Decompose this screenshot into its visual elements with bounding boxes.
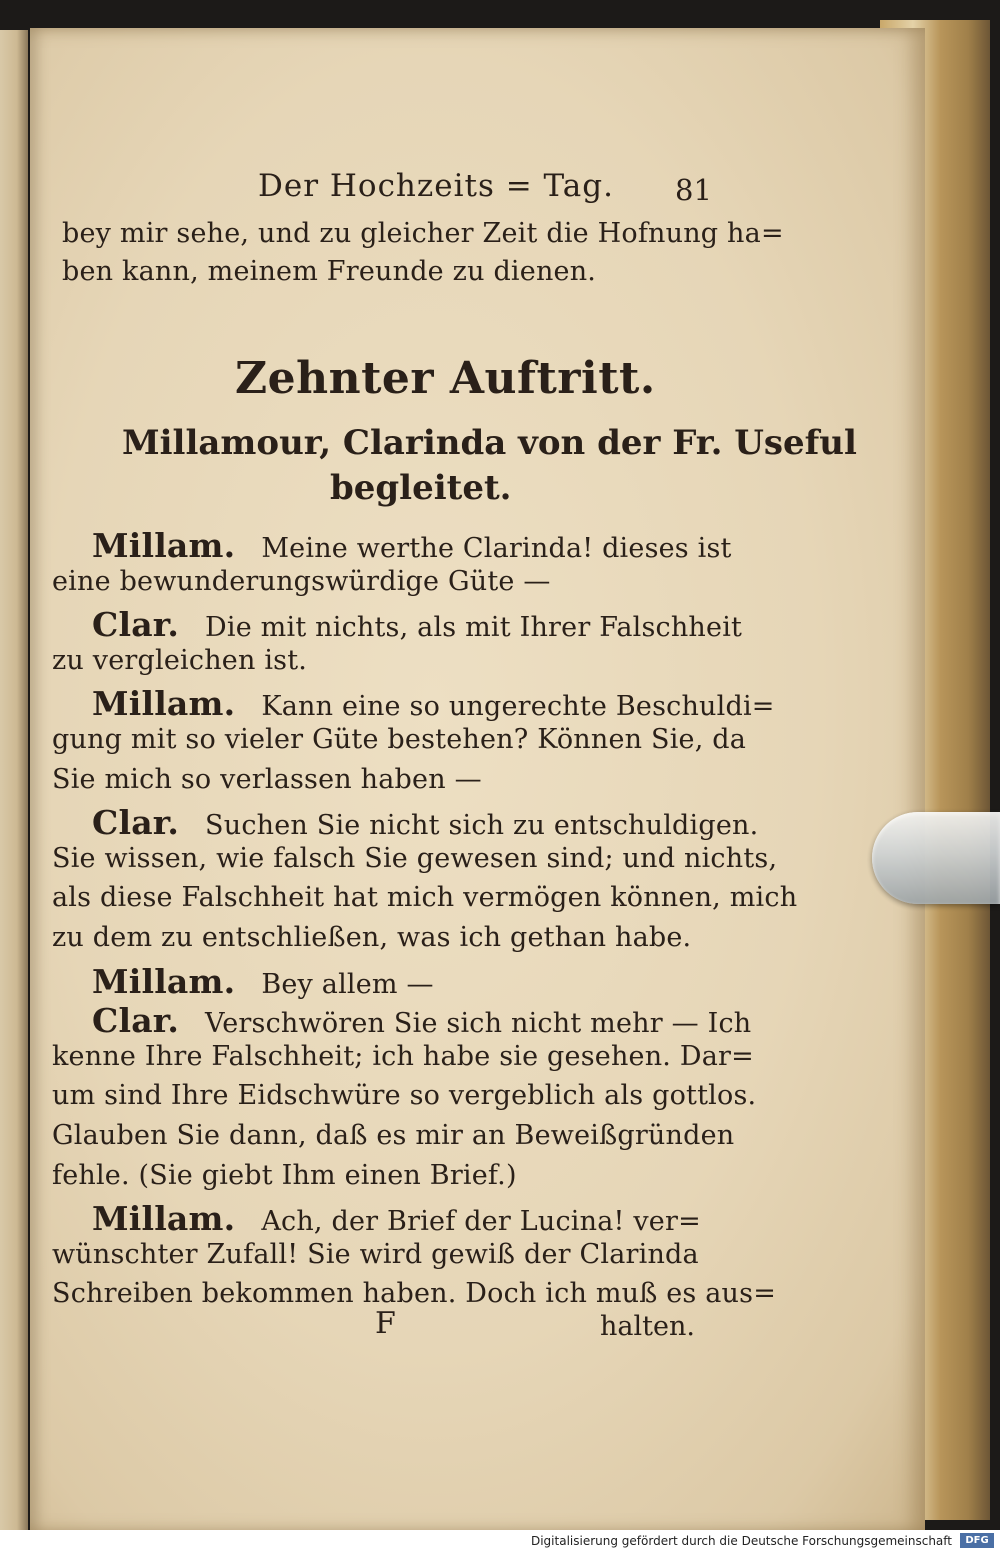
book-page bbox=[30, 28, 925, 1530]
speaker-name: Clar. bbox=[92, 605, 180, 645]
dialogue-text: fehle. (Sie giebt Ihm einen Brief.) bbox=[52, 1159, 517, 1191]
dialogue-text: Suchen Sie nicht sich zu entschuldigen. bbox=[205, 810, 759, 842]
speaker-name: Clar. bbox=[92, 803, 180, 843]
dialogue-line bbox=[52, 1278, 776, 1309]
dialogue-text: um sind Ihre Eidschwüre so vergeblich als gottlos. bbox=[52, 1080, 757, 1112]
dialogue-line bbox=[92, 605, 742, 644]
dialogue-line bbox=[92, 1001, 751, 1040]
dialogue-line bbox=[52, 1080, 756, 1111]
dialogue-text: Ach, der Brief der Lucina! ver= bbox=[261, 1206, 701, 1238]
dialogue-text: Schreiben bekommen haben. Doch ich muß es aus= bbox=[52, 1278, 777, 1310]
dialogue-line bbox=[52, 1239, 699, 1270]
facing-page-edge bbox=[0, 30, 28, 1530]
dialogue-line bbox=[92, 962, 434, 1001]
dialogue-line bbox=[52, 882, 797, 913]
scene-cast-continued: begleitet. bbox=[330, 468, 512, 508]
dialogue-line bbox=[92, 684, 775, 723]
scene-cast: Millamour, Clarinda von der Fr. Useful bbox=[122, 423, 857, 463]
dialogue-text: Kann eine so ungerechte Beschuldi= bbox=[261, 691, 775, 723]
dialogue-text: Bey allem — bbox=[261, 968, 434, 1000]
speaker-name: Millam. bbox=[92, 1199, 236, 1239]
dialogue-line bbox=[52, 843, 777, 874]
dialogue-text: als diese Falschheit hat mich vermögen können, mich bbox=[52, 882, 798, 914]
dialogue-text: gung mit so vieler Güte bestehen? Können Sie, da bbox=[52, 724, 747, 755]
signature-mark: F bbox=[375, 1306, 396, 1341]
dialogue-line bbox=[52, 566, 551, 597]
page-clip bbox=[872, 812, 1000, 904]
dialogue-text: zu dem zu entschließen, was ich gethan habe. bbox=[52, 922, 692, 953]
dialogue-line bbox=[52, 645, 307, 676]
scene-heading: Zehnter Auftritt. bbox=[235, 353, 656, 404]
text-line: ben kann, meinem Freunde zu dienen. bbox=[62, 256, 597, 287]
dialogue-text: Verschwören Sie sich nicht mehr — Ich bbox=[205, 1008, 752, 1040]
catchword: halten. bbox=[600, 1311, 695, 1342]
dialogue-line bbox=[52, 1120, 734, 1151]
dialogue-text: wünschter Zufall! Sie wird gewiß der Clarinda bbox=[52, 1238, 699, 1270]
dialogue-line bbox=[92, 1199, 701, 1238]
speaker-name: Millam. bbox=[92, 526, 236, 565]
dialogue-text: kenne Ihre Falschheit; ich habe sie gesehen. Dar= bbox=[52, 1040, 754, 1072]
dialogue-text: Sie wissen, wie falsch Sie gewesen sind; und nichts, bbox=[52, 842, 778, 874]
dialogue-text: Sie mich so verlassen haben — bbox=[52, 763, 482, 795]
speaker-name: Millam. bbox=[92, 961, 236, 1001]
dialogue-text: Glauben Sie dann, daß es mir an Beweißgründen bbox=[52, 1120, 735, 1151]
dialogue-text: Die mit nichts, als mit Ihrer Falschheit bbox=[205, 612, 743, 644]
dialogue-line bbox=[52, 764, 482, 795]
dialogue-text: eine bewunderungswürdige Güte — bbox=[52, 565, 551, 597]
dialogue-line bbox=[52, 724, 746, 755]
speaker-name: Millam. bbox=[92, 684, 236, 724]
digitization-credit: Digitalisierung gefördert durch die Deutsche Forschungsgemeinschaft bbox=[530, 1534, 952, 1548]
dialogue-line bbox=[52, 922, 691, 953]
dialogue-line bbox=[52, 1041, 754, 1072]
text-line: bey mir sehe, und zu gleicher Zeit die Hofnung ha= bbox=[62, 218, 784, 249]
dialogue-text: Meine werthe Clarinda! dieses ist bbox=[261, 533, 732, 564]
page-number: 81 bbox=[675, 173, 712, 207]
dialogue-line bbox=[92, 803, 758, 842]
dfg-logo: DFG bbox=[960, 1533, 994, 1548]
dialogue-line bbox=[92, 526, 732, 565]
running-header: Der Hochzeits = Tag. bbox=[258, 168, 614, 204]
dialogue-text: zu vergleichen ist. bbox=[52, 644, 308, 676]
dialogue-line bbox=[52, 1160, 517, 1191]
speaker-name: Clar. bbox=[92, 1001, 180, 1041]
